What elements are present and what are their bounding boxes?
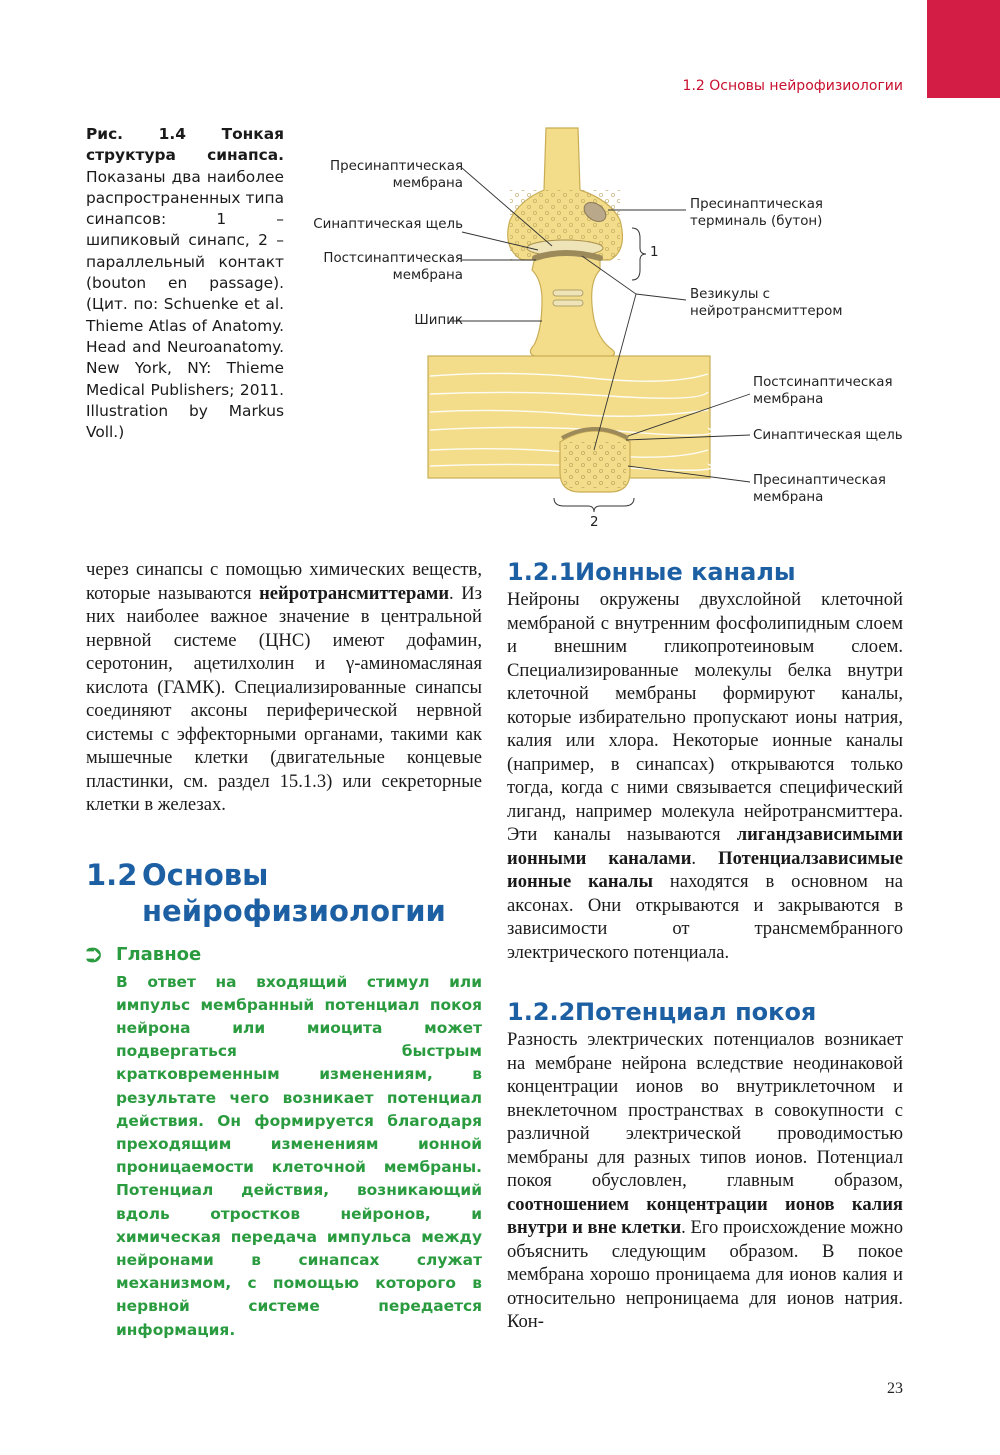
label-presynaptic-membrane-bottom: Пресинаптическая мембрана: [753, 473, 886, 505]
text-run: через синапсы с помощью химических веществ, которые называются: [86, 559, 482, 604]
synapse-figure: [310, 120, 940, 540]
label-spine: Шипик: [414, 313, 463, 328]
label-synaptic-cleft-top: Синаптическая щель: [313, 217, 463, 232]
text-run: .: [691, 847, 719, 869]
subsection-title: Ионные каналы: [575, 558, 796, 586]
subsection-number: 1.2.2: [507, 998, 576, 1026]
section-number: 1.2: [86, 857, 138, 892]
summary-header: [86, 943, 482, 967]
label-vesicles: Везикулы с нейротрансмиттером: [690, 287, 843, 319]
section-heading-1-2: [86, 857, 482, 929]
left-column: [86, 558, 482, 1342]
corner-tab: [927, 0, 1000, 98]
term-ligand-gated: лигандзависимыми ионными каналами: [507, 824, 903, 869]
label-postsynaptic-membrane-bottom: Постсинаптическая мембрана: [753, 375, 893, 407]
paragraph-resting-potential: [507, 1028, 903, 1334]
figure-caption: [86, 124, 284, 443]
right-column: [507, 558, 903, 1334]
running-header: 1.2 Основы нейрофизиологии: [682, 78, 903, 94]
section-title-line1: Основы: [142, 857, 269, 892]
subsection-title: Потенциал покоя: [575, 998, 817, 1026]
text-run: . Из них наиболее важное значение в центральной нервной системе (ЦНС) имеют дофамин, серотонин, ацетилхолин и γ-аминомасляная кислота (ГАМК). Специализированные синапсы соединяют аксоны периферической нервной системы с эффекторными органами, такими как мышечные клетки (двигательные концевые пластинки, см. раздел 15.1.3) или секреторные клетки в железах.: [86, 582, 482, 815]
section-heading-1-2-1: [507, 558, 903, 586]
page-number: 23: [887, 1380, 903, 1397]
caption-text: Показаны два наиболее распространенных типа синапсов: 1 – шипиковый синапс, 2 – параллельный контакт (bouton en passage). (Цит. по: Schuenke et al. Thieme Atlas of Anatomy. Head and Neuroanatomy. New York, NY: Thieme Medical Publishers; 2011. Illustration by Markus Voll.): [86, 167, 284, 442]
label-synaptic-cleft-bottom: Синаптическая щель: [753, 428, 903, 443]
text-run: Разность электрических потенциалов возникает на мембране нейрона вследствие неодинаковой концентрации ионов во внутриклеточном и внеклеточном пространствах в совокупности с различной электрической проводимостью мембраны для разных типов ионов. Потенциал покоя обусловлен, главным образом,: [507, 1029, 903, 1191]
label-presynaptic-membrane-top: Пресинаптическая мембрана: [330, 159, 463, 191]
summary-title: Главное: [116, 944, 202, 965]
term-voltage-gated: Потенциалзависимые ионные каналы: [507, 847, 903, 892]
text-run: Нейроны окружены двухслойной клеточной мембраной с внутренним фосфолипидным слоем и внешним гликопротеиновым слоем. Специализированные молекулы белка внутри клеточной мембраны формируют каналы, которые избирательно пропускают ионы натрия, калия или хлора. Некоторые ионные каналы (например, в синапсах) открываются только тогда, когда с ними связывается специфический лиганд, например молекула нейротрансмиттера. Эти каналы называются: [507, 589, 903, 845]
summary-text: В ответ на входящий стимул или импульс мембранный потенциал покоя нейрона или миоцита может подвергаться быстрым кратковременным изменениям, в результате чего возникает потенциал действия. Он формируется благодаря преходящим изменениям ионной проницаемости клеточной мембраны. Потенциал действия, возникающий вдоль отростков нейронов, и химическая передача импульса между нейронами в синапсах служат механизмом, с помощью которого в нервной системе передается информация.: [116, 972, 482, 1339]
term-neurotransmitters: нейротрансмиттерами: [259, 582, 450, 604]
arrow-right-icon: ⮊: [86, 942, 102, 967]
label-bracket-2: 2: [590, 515, 599, 530]
paragraph-ion-channels: [507, 588, 903, 964]
section-title-line2: нейрофизиологии: [142, 893, 446, 928]
subsection-number: 1.2.1: [507, 558, 576, 586]
section-heading-1-2-2: [507, 998, 903, 1026]
text-run: . Его происхождение можно объяснить следующим образом. В покое мембрана хорошо проницаема для ионов калия и относительно непроницаема для ионов натрия. Кон-: [507, 1217, 903, 1332]
text-run: находятся в основном на аксонах. Они открываются и закрываются в зависимости от трансмембранного электрического потенциала.: [507, 871, 903, 963]
label-presynaptic-terminal: Пресинаптическая терминаль (бутон): [690, 197, 823, 229]
term-potassium-ratio: соотношением концентрации ионов калия внутри и вне клетки: [507, 1193, 903, 1238]
label-bracket-1: 1: [650, 245, 659, 260]
paragraph-neurotransmitters: [86, 558, 482, 817]
label-postsynaptic-membrane-top: Постсинаптическая мембрана: [323, 251, 463, 283]
caption-label: Рис. 1.4 Тонкая структура синапса.: [86, 125, 284, 165]
